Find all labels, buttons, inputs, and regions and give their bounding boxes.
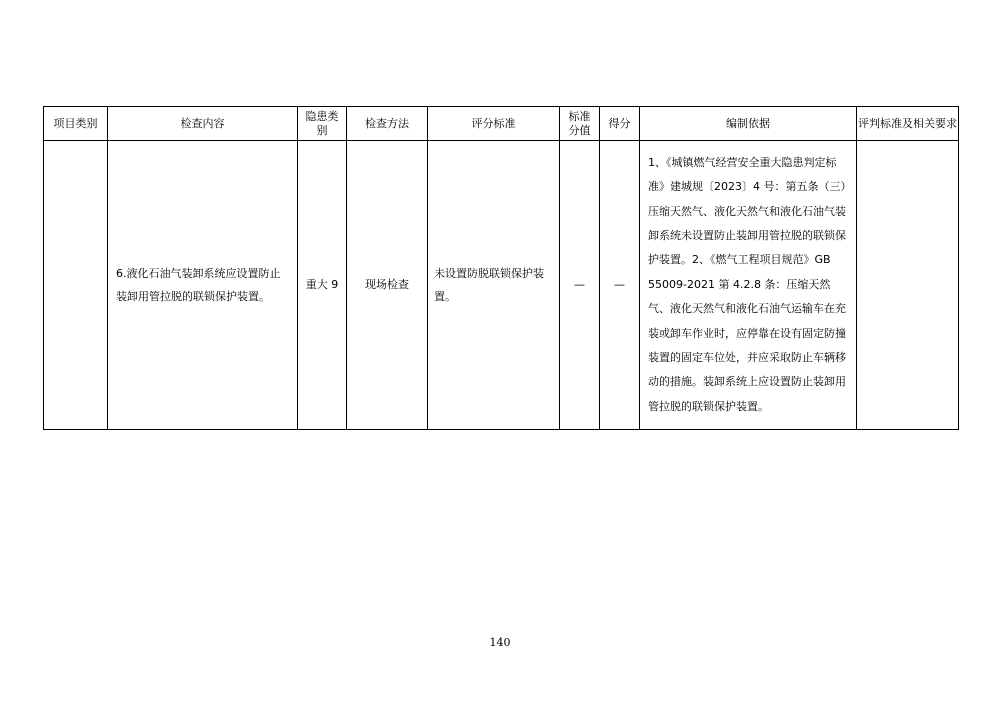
header-requirements: 评判标准及相关要求 — [857, 107, 959, 141]
cell-score-value: — — [560, 141, 600, 430]
cell-method: 现场检查 — [347, 141, 428, 430]
header-basis: 编制依据 — [640, 107, 857, 141]
cell-standard: 未设置防脱联锁保护装置。 — [428, 141, 560, 430]
cell-content: 6.液化石油气装卸系统应设置防止装卸用管拉脱的联锁保护装置。 — [108, 141, 298, 430]
header-score-value: 标准分值 — [560, 107, 600, 141]
header-standard: 评分标准 — [428, 107, 560, 141]
cell-hazard-type: 重大 9 — [298, 141, 347, 430]
header-method: 检查方法 — [347, 107, 428, 141]
table-row — [44, 141, 959, 430]
cell-category — [44, 141, 108, 430]
header-category: 项目类别 — [44, 107, 108, 141]
cell-basis: 1、《城镇燃气经营安全重大隐患判定标准》建城规〔2023〕4 号：第五条（三）压缩天然气、液化天然气和液化石油气装卸系统未设置防止装卸用管拉脱的联锁保护装置。2、《燃气工程项目规范》GB 55009-2021 第 4.2.8 条：压缩天然气、液化天然气和液化石油气运输车在充装或卸车作业时，应停靠在设有固定防撞装置的固定车位处，并应采取防止车辆移动的措施。装卸系统上应设置防止装卸用管拉脱的联锁保护装置。 — [640, 141, 857, 430]
header-row — [44, 107, 959, 141]
header-hazard-type: 隐患类别 — [298, 107, 347, 141]
header-content: 检查内容 — [108, 107, 298, 141]
page-number: 140 — [489, 636, 511, 649]
inspection-table — [43, 106, 959, 430]
cell-requirements — [857, 141, 959, 430]
cell-score: — — [600, 141, 640, 430]
header-score: 得分 — [600, 107, 640, 141]
